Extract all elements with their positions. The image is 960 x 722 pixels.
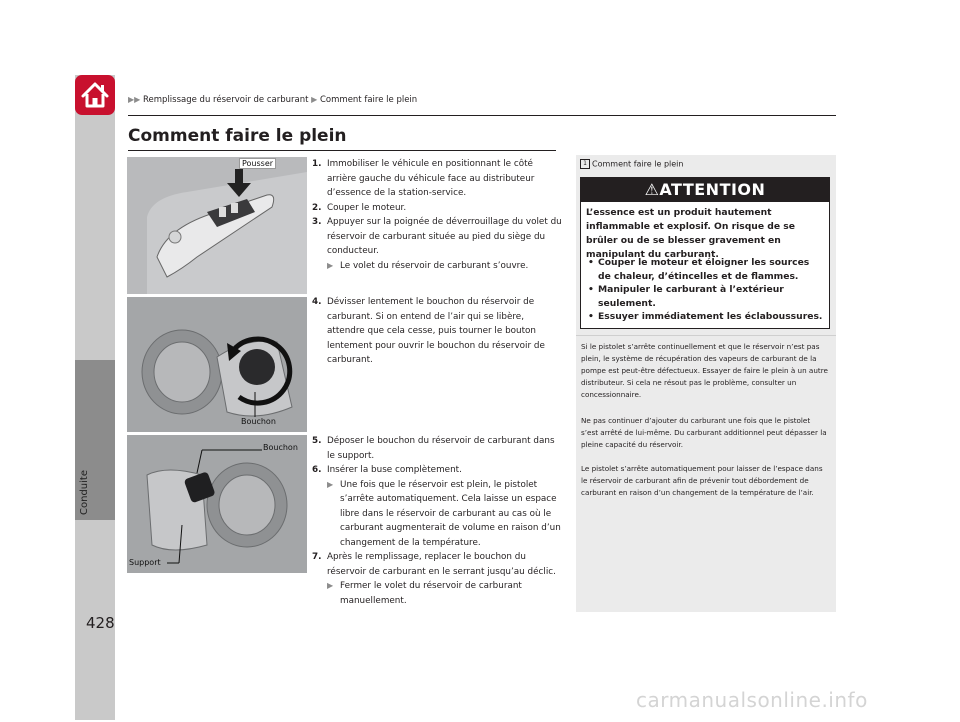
step-number: 2. (312, 202, 322, 213)
note-heading-text: Comment faire le plein (592, 159, 684, 169)
note-paragraph: Ne pas continuer d’ajouter du carburant une fois que le pistolet s’est arrêté de lui-même. Du carburant additionnel peut dépasser la pleine capacité du réservoir. (581, 416, 827, 449)
step-text: Dévisser lentement le bouchon du réservoir de carburant. Si on entend de l’air qui se libère, attendre que cela cesse, puis tourner le bouton lentement pour ouvrir le bouchon du réservoir de carburant. (327, 297, 545, 365)
step-number: 1. (312, 159, 322, 169)
step-3-result (312, 259, 562, 274)
title-divider (128, 150, 556, 151)
step-text: Insérer la buse complètement. (327, 465, 462, 475)
watermark: carmanualsonline.info (636, 688, 868, 712)
breadcrumb-current: Comment faire le plein (320, 95, 418, 105)
step-3 (312, 215, 562, 259)
step-7-result (312, 579, 562, 608)
label-cap: Bouchon (241, 417, 276, 426)
warning-item-text: Essuyer immédiatement les éclaboussures. (598, 311, 823, 322)
result-text: Une fois que le réservoir est plein, le pistolet s’arrête automatiquement. Cela laisse un espace libre dans le réservoir de carburant au cas où le carburant augmenterait de volume en raison d’un changement de la température. (340, 479, 561, 548)
steps-group-1 (312, 157, 562, 273)
warning-item-text: Manipuler le carburant à l’extérieur seulement. (598, 284, 784, 309)
figure-fuel-cap-drawing (127, 297, 307, 432)
figure-release-handle-drawing (127, 157, 307, 294)
step-text: Couper le moteur. (327, 202, 407, 213)
warning-item-text: Couper le moteur et éloigner les sources de chaleur, d’étincelles et de flammes. (598, 257, 810, 282)
bullet-icon: • (588, 257, 594, 268)
warning-title: ATTENTION (659, 180, 766, 199)
step-text: Appuyer sur la poignée de déverrouillage du volet du réservoir de carburant située au pied du siège du conducteur. (327, 217, 562, 256)
note-heading (580, 159, 683, 169)
steps-group-3 (312, 434, 562, 608)
step-4 (312, 295, 562, 368)
bullet-icon: • (588, 284, 594, 295)
sidebar-note-box (576, 155, 836, 612)
label-cap: Bouchon (263, 443, 298, 452)
result-text: Le volet du réservoir de carburant s’ouvre. (340, 260, 529, 271)
warning-triangle-icon: ⚠ (644, 180, 660, 199)
result-arrow-icon: ▶ (327, 479, 334, 489)
result-arrow-icon: ▶ (327, 260, 334, 270)
chapter-label: Conduite (79, 470, 90, 515)
steps-group-2 (312, 295, 562, 368)
header-divider (128, 115, 836, 116)
step-1 (312, 157, 562, 201)
note-paragraph: Si le pistolet s’arrête continuellement et que le réservoir n’est pas plein, le système de récupération des vapeurs de carburant de la pompe est peut-être défectueux. Essayer de faire le plein à un autre distributeur. Si cela ne résout pas le problème, consulter un concessionnaire. (581, 342, 828, 399)
step-text: Après le remplissage, replacer le bouchon du réservoir de carburant en le serrant jusqu’au déclic. (327, 552, 556, 577)
breadcrumb-arrow-icon: ▶▶ (128, 95, 141, 104)
warning-list (586, 256, 824, 324)
step-6-result (312, 478, 562, 551)
warning-text: L’essence est un produit hautement inflammable et explosif. On risque de se brûler ou de se blesser gravement en manipulant du carburant. (586, 207, 795, 260)
label-push: Pousser (239, 158, 276, 169)
step-7 (312, 550, 562, 579)
label-holder: Support (129, 558, 161, 567)
breadcrumb (128, 95, 417, 105)
note-paragraph: Le pistolet s’arrête automatiquement pour laisser de l’espace dans le réservoir de carburant afin de prévenir tout débordement de carburant en raison d’un changement de la température de l’air. (581, 464, 823, 497)
warning-title-bar (581, 178, 829, 202)
page-number: 428 (86, 614, 115, 632)
step-number: 5. (312, 436, 322, 446)
figure-release-handle (127, 157, 307, 294)
step-number: 6. (312, 465, 322, 475)
step-6 (312, 463, 562, 478)
step-number: 4. (312, 297, 322, 307)
bullet-icon: • (588, 311, 594, 322)
breadcrumb-link-fuel[interactable]: Remplissage du réservoir de carburant (143, 95, 309, 105)
figure-cap-holder-drawing (127, 435, 307, 573)
breadcrumb-arrow-icon: ▶ (311, 95, 318, 104)
figure-fuel-cap (127, 297, 307, 432)
step-2 (312, 201, 562, 216)
warning-item (586, 283, 824, 310)
warning-box (580, 177, 830, 329)
warning-item (586, 256, 824, 283)
step-number: 7. (312, 552, 322, 562)
figure-cap-holder (127, 435, 307, 573)
result-text: Fermer le volet du réservoir de carburant manuellement. (340, 581, 522, 606)
result-arrow-icon: ▶ (327, 581, 334, 590)
note-marker-icon: 1 (580, 159, 590, 169)
step-text: Déposer le bouchon du réservoir de carburant dans le support. (327, 436, 555, 461)
note-divider (576, 335, 836, 336)
warning-item (586, 310, 824, 324)
page-title: Comment faire le plein (128, 126, 347, 146)
step-5 (312, 434, 562, 463)
step-text: Immobiliser le véhicule en positionnant le côté arrière gauche du véhicule face au distributeur d’essence de la station-service. (327, 159, 535, 198)
step-number: 3. (312, 217, 322, 227)
home-button[interactable] (75, 75, 115, 115)
home-icon (75, 75, 115, 115)
